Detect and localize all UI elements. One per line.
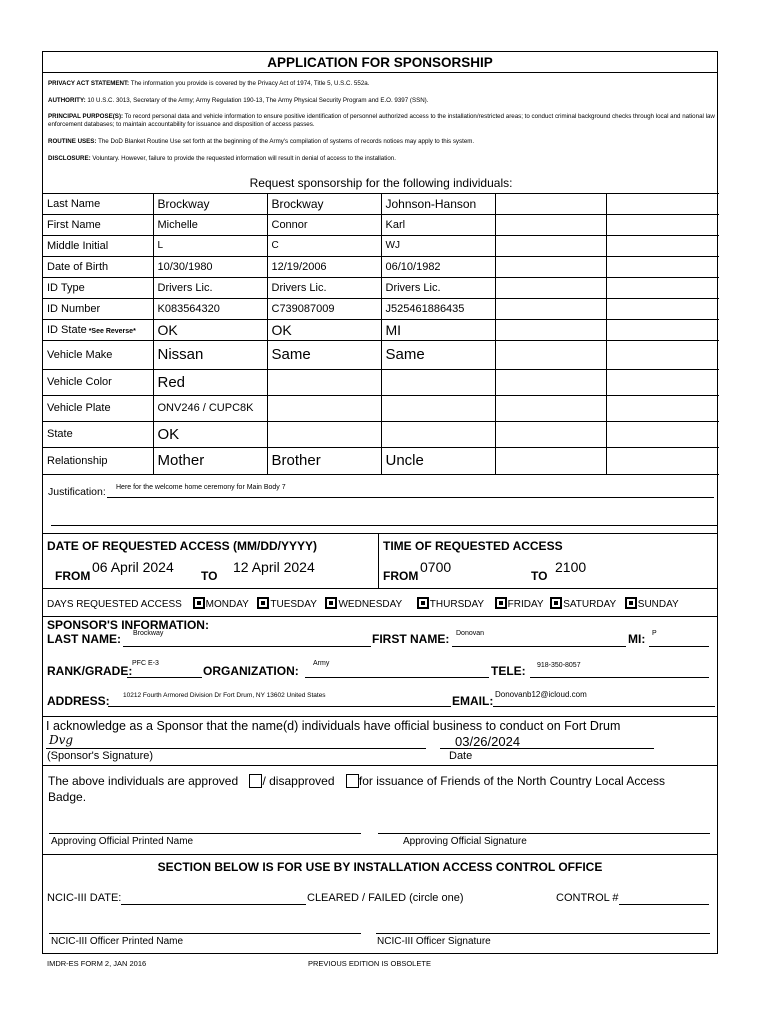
cell-empty[interactable]: [495, 395, 606, 421]
cell-2[interactable]: [267, 369, 381, 395]
table-row: [43, 319, 719, 340]
request-header: Request sponsorship for the following individuals:: [43, 174, 719, 193]
form-number: IMDR-ES FORM 2, JAN 2016: [47, 959, 147, 968]
iaco-header: SECTION BELOW IS FOR USE BY INSTALLATION ACCESS CONTROL OFFICE: [157, 860, 603, 874]
sponsor-last-name-label: LAST NAME:: [47, 632, 121, 646]
control-number-label: CONTROL #: [556, 892, 619, 904]
cell-empty[interactable]: [606, 395, 719, 421]
cell-empty[interactable]: [495, 214, 606, 235]
sponsor-first-name-value[interactable]: Donovan: [456, 630, 485, 637]
cell-3[interactable]: MI: [381, 319, 495, 340]
cell-2[interactable]: Brockway: [267, 193, 381, 214]
table-row: [43, 193, 719, 214]
cell-empty[interactable]: [495, 235, 606, 256]
cell-1[interactable]: OK: [153, 421, 267, 447]
cell-empty[interactable]: [606, 447, 719, 474]
cell-2[interactable]: [267, 395, 381, 421]
acknowledge-date-value[interactable]: 03/26/2024: [455, 734, 521, 749]
cell-empty[interactable]: [606, 369, 719, 395]
cell-3[interactable]: [381, 421, 495, 447]
ncic-officer-name-label: NCIC-III Officer Printed Name: [51, 936, 184, 947]
cell-3[interactable]: Johnson-Hanson: [381, 193, 495, 214]
date-access-label: DATE OF REQUESTED ACCESS (MM/DD/YYYY): [47, 539, 318, 553]
cell-empty[interactable]: [606, 193, 719, 214]
sponsor-mi-value[interactable]: P: [652, 630, 657, 637]
date-from-value[interactable]: 06 April 2024: [92, 559, 174, 575]
disclosure-statement: DISCLOSURE: Voluntary. However, failure to provide the requested information will result in denial of access to the installation.: [48, 155, 396, 162]
cell-empty[interactable]: [606, 319, 719, 340]
rank-value[interactable]: PFC E-3: [132, 660, 159, 667]
cell-empty[interactable]: [495, 447, 606, 474]
sponsorship-form: [42, 51, 718, 954]
organization-label: ORGANIZATION:: [203, 664, 299, 678]
time-to-label: TO: [531, 569, 548, 583]
table-row: [43, 298, 719, 319]
day-wednesday-checkbox[interactable]: WEDNESDAY: [325, 599, 402, 610]
day-monday-checkbox[interactable]: MONDAY: [193, 599, 249, 610]
cell-empty[interactable]: [606, 298, 719, 319]
cell-empty[interactable]: [606, 340, 719, 369]
cell-empty[interactable]: [495, 256, 606, 277]
row-label: ID Number: [43, 298, 153, 319]
cell-empty[interactable]: [606, 277, 719, 298]
acknowledge-text: I acknowledge as a Sponsor that the name(d) individuals have official business to conduct on Fort Drum: [46, 719, 621, 733]
cell-empty[interactable]: [495, 421, 606, 447]
privacy-statement: PRIVACY ACT STATEMENT: The information you provide is covered by the Privacy Act of 1974, Title 5, U.S.C. 552a.: [48, 80, 370, 87]
rank-label: RANK/GRADE:: [47, 664, 133, 678]
cell-3[interactable]: Uncle: [381, 447, 495, 474]
cell-1[interactable]: Nissan: [153, 340, 267, 369]
table-row: [43, 235, 719, 256]
cell-1[interactable]: 10/30/1980: [153, 256, 267, 277]
cell-1[interactable]: Red: [153, 369, 267, 395]
date-to-value[interactable]: 12 April 2024: [233, 559, 315, 575]
principal-purpose-statement: PRINCIPAL PURPOSE(S): To record personal data and vehicle information to ensure positive identification of personnel authorized access to the installation/restricted areas; to conduct criminal background checks through local and national law enforcement databases; to maintain accountability for issuance and disposition of access passes.: [48, 113, 715, 128]
obsolete-notice: PREVIOUS EDITION IS OBSOLETE: [308, 959, 431, 968]
cell-2[interactable]: OK: [267, 319, 381, 340]
cell-3[interactable]: [381, 395, 495, 421]
date-to-label: TO: [201, 569, 218, 583]
cell-1[interactable]: OK: [153, 319, 267, 340]
cell-2[interactable]: Drivers Lic.: [267, 277, 381, 298]
cell-empty[interactable]: [495, 369, 606, 395]
cell-1[interactable]: ONV246 / CUPC8K: [153, 395, 267, 421]
days-row: [47, 597, 679, 610]
justification-label: Justification:: [48, 486, 106, 498]
table-row: [43, 447, 719, 474]
day-thursday-checkbox[interactable]: THURSDAY: [417, 599, 484, 610]
cell-2[interactable]: Connor: [267, 214, 381, 235]
cell-1[interactable]: Mother: [153, 447, 267, 474]
cell-2[interactable]: 12/19/2006: [267, 256, 381, 277]
row-label: Last Name: [43, 193, 153, 214]
ncic-officer-signature-label: NCIC-III Officer Signature: [377, 936, 491, 947]
approving-official-signature-label: Approving Official Signature: [403, 836, 527, 847]
authority-statement: AUTHORITY: 10 U.S.C. 3013, Secretary of the Army; Army Regulation 190-13, The Army Physical Security Program and E.O. 9397 (SSN).: [48, 97, 429, 104]
cell-empty[interactable]: [495, 277, 606, 298]
cleared-failed-label: CLEARED / FAILED (circle one): [307, 892, 464, 904]
cell-empty[interactable]: [606, 214, 719, 235]
cell-3[interactable]: J525461886435: [381, 298, 495, 319]
row-label: First Name: [43, 214, 153, 235]
row-label: Date of Birth: [43, 256, 153, 277]
table-row: [43, 395, 719, 421]
date-label: Date: [449, 750, 473, 762]
table-row: [43, 340, 719, 369]
day-tuesday-checkbox[interactable]: TUESDAY: [257, 599, 316, 610]
cell-3[interactable]: Karl: [381, 214, 495, 235]
day-saturday-checkbox[interactable]: SATURDAY: [550, 599, 616, 610]
cell-empty[interactable]: [495, 298, 606, 319]
row-label: ID Type: [43, 277, 153, 298]
row-label: ID State *See Reverse*: [43, 319, 153, 340]
cell-1[interactable]: Michelle: [153, 214, 267, 235]
cell-2[interactable]: Brother: [267, 447, 381, 474]
sponsor-first-name-label: FIRST NAME:: [372, 632, 450, 646]
cell-empty[interactable]: [495, 193, 606, 214]
approval-badge-text: Badge.: [48, 790, 87, 804]
date-from-label: FROM: [55, 569, 91, 583]
email-value[interactable]: Donovanb12@icloud.com: [495, 690, 587, 699]
ncic-date-label: NCIC-III DATE:: [47, 892, 122, 904]
disapproved-checkbox[interactable]: [346, 774, 359, 788]
cell-2[interactable]: C739087009: [267, 298, 381, 319]
cell-2[interactable]: [267, 421, 381, 447]
row-label: Vehicle Color: [43, 369, 153, 395]
time-from-value[interactable]: 0700: [420, 559, 452, 575]
row-label: Vehicle Make: [43, 340, 153, 369]
address-value[interactable]: 10212 Fourth Armored Division Dr Fort Drum, NY 13602 United States: [123, 692, 326, 699]
table-row: [43, 369, 719, 395]
table-row: [43, 421, 719, 447]
individuals-table: [43, 174, 719, 475]
cell-1[interactable]: Drivers Lic.: [153, 277, 267, 298]
cell-1[interactable]: K083564320: [153, 298, 267, 319]
cell-1[interactable]: Brockway: [153, 193, 267, 214]
time-to-value[interactable]: 2100: [555, 559, 587, 575]
email-label: EMAIL:: [452, 694, 494, 708]
day-sunday-checkbox[interactable]: SUNDAY: [625, 599, 679, 610]
cell-empty[interactable]: [606, 421, 719, 447]
approving-official-name-label: Approving Official Printed Name: [51, 836, 194, 847]
cell-empty[interactable]: [495, 319, 606, 340]
sponsor-signature-label: (Sponsor's Signature): [47, 750, 154, 762]
sponsor-header: SPONSOR'S INFORMATION:: [47, 618, 209, 632]
cell-empty[interactable]: [606, 235, 719, 256]
tele-value[interactable]: 918-350-8057: [537, 662, 581, 669]
days-label: DAYS REQUESTED ACCESS: [47, 599, 182, 610]
cell-1[interactable]: L: [153, 235, 267, 256]
cell-3[interactable]: 06/10/1982: [381, 256, 495, 277]
cell-3[interactable]: WJ: [381, 235, 495, 256]
tele-label: TELE:: [491, 664, 526, 678]
sponsor-last-name-value[interactable]: Brockway: [133, 630, 164, 637]
sponsor-signature[interactable]: Dvg: [49, 733, 74, 747]
cell-3[interactable]: [381, 369, 495, 395]
table-row: [43, 214, 719, 235]
address-label: ADDRESS:: [47, 694, 110, 708]
time-access-label: TIME OF REQUESTED ACCESS: [383, 539, 563, 553]
cell-empty[interactable]: [606, 256, 719, 277]
form-title: APPLICATION FOR SPONSORSHIP: [267, 55, 493, 70]
cell-3[interactable]: Same: [381, 340, 495, 369]
row-label: Middle Initial: [43, 235, 153, 256]
table-row: [43, 277, 719, 298]
table-row: [43, 256, 719, 277]
day-friday-checkbox[interactable]: FRIDAY: [495, 599, 544, 610]
cell-empty[interactable]: [495, 340, 606, 369]
organization-value[interactable]: Army: [313, 660, 330, 667]
routine-uses-statement: ROUTINE USES: The DoD Blanket Routine Use set forth at the beginning of the Army's compilation of systems of records notices may apply to this system.: [48, 138, 475, 145]
approval-line: The above individuals are approved / disapproved for issuance of Friends of the North Country Local Access: [48, 774, 666, 788]
approved-checkbox[interactable]: [249, 774, 262, 788]
row-label: State: [43, 421, 153, 447]
row-label: Relationship: [43, 447, 153, 474]
cell-2[interactable]: C: [267, 235, 381, 256]
cell-2[interactable]: Same: [267, 340, 381, 369]
justification-value[interactable]: Here for the welcome home ceremony for Main Body 7: [116, 484, 286, 491]
cell-3[interactable]: Drivers Lic.: [381, 277, 495, 298]
row-label: Vehicle Plate: [43, 395, 153, 421]
time-from-label: FROM: [383, 569, 419, 583]
sponsor-mi-label: MI:: [628, 632, 646, 646]
